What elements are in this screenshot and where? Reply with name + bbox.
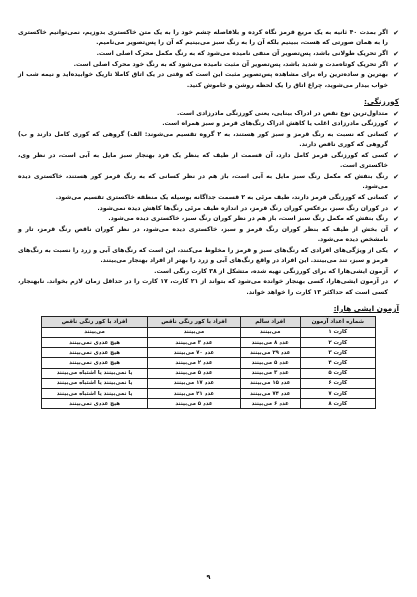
table-cell: عدد ۷۰ می‌بینند	[148, 348, 241, 358]
check-mark-icon: ✔	[393, 131, 399, 140]
check-mark-icon: ✔	[393, 71, 399, 80]
table-cell: عدد ۵ می‌بینند	[240, 358, 300, 368]
table-row	[42, 368, 376, 378]
color-blindness-list	[18, 109, 399, 298]
column-header: شماره اعداد آزمون	[300, 316, 375, 327]
table-cell: کارت ۷	[300, 389, 375, 399]
table-header-row	[42, 316, 376, 327]
table-cell: عدد ۳ می‌بینند	[148, 338, 241, 348]
table-row	[42, 378, 376, 388]
table-cell: عدد ۶ می‌بینند	[240, 399, 300, 409]
table-cell: کارت ۳	[300, 348, 375, 358]
list-item: ✔ در کوران رنگ سبز، برعکس کوران رنگ قرمز، در اندازه طیف مرئی رنگ‌ها کاهش دیده نمی‌شود.	[97, 204, 399, 213]
table-row	[42, 358, 376, 368]
list-item: ✔ کورزنگی مادرزادی اغلب یا کاهش ادراک رنگ‌های قرمز و سبز همراه است.	[162, 120, 399, 129]
intro-list	[18, 28, 399, 91]
page-number: ۹	[206, 573, 211, 581]
table-cell: عدد ۸ می‌بینند	[240, 338, 300, 348]
list-item: ✔ آزمون ایشی‌هارا که برای کورزنگی تهیه شده، متشکل از ۳۸ کارت رنگی است.	[154, 267, 399, 276]
check-mark-icon: ✔	[393, 152, 399, 161]
table-cell: عدد ۲۱ می‌بینند	[148, 389, 241, 399]
list-item: ✔ اگر تحریک کوتاه‌مدت و شدید باشد، پس‌تصویر آن مثبت نامیده می‌شود که به رنگ خود محرک اصلی است.	[73, 60, 399, 69]
check-mark-icon: ✔	[393, 60, 399, 69]
section-heading-color-blindness: کورزنگی:	[364, 96, 399, 106]
list-item: ✔ بهترین و ساده‌ترین راه برای مشاهده پس‌تصویر مثبت این است که وقتی در یک اتاق کاملا تاریک خوابیده‌اید و نیمه شب از خواب بیدار می‌شوید، چراغ اتاق را یک لحظه روشن و خاموش کنید.	[18, 71, 399, 89]
check-mark-icon: ✔	[393, 49, 399, 58]
table-cell: کارت ۴	[300, 358, 375, 368]
table-cell: عدد ۳ می‌بینند	[240, 368, 300, 378]
table-cell: عدد ۵ می‌بینند	[148, 368, 241, 378]
check-mark-icon: ✔	[393, 204, 399, 213]
table-cell: عدد ۷۴ می‌بینند	[240, 389, 300, 399]
table-row	[42, 338, 376, 348]
table-cell: عدد ۲۹ می‌بینند	[240, 348, 300, 358]
table-cell: یا نمی‌بینند یا اشتباه می‌بینند	[42, 378, 148, 388]
list-item: ✔ یکی از ویژگی‌های افرادی که رنگ‌های سبز و قرمز را مخلوط می‌کنند، این است که رنگ‌های آبی و زرد را نسبت به رنگ‌های قرمز و سبز، تند می‌بینند. این افراد در واقع رنگ‌های آبی و زرد را بهتر از افراد بهنجار می‌بینند.	[18, 246, 399, 265]
check-mark-icon: ✔	[393, 215, 399, 224]
column-header: افراد با کور رنگی ناقص	[148, 316, 241, 327]
list-item: ✔ کسی که کورزنگی قرمز کامل دارد، آن قسمت از طیف که بنظر یک فرد بهنجار سبز مایل به آبی است، در نظر وی، خاکستری است.	[18, 152, 399, 170]
list-item: ✔ رنگ بنفش که مکمل رنگ سبز است، باز هم در نظر کوران رنگ سبز، خاکستری دیده می‌شود.	[108, 215, 399, 224]
table-cell: عدد ۱۵ می‌بینند	[240, 378, 300, 388]
table-row	[42, 399, 376, 409]
table-cell: کارت ۲	[300, 338, 375, 348]
table-row	[42, 327, 376, 337]
table-row	[42, 348, 376, 358]
check-mark-icon: ✔	[393, 172, 399, 181]
column-header: افراد سالم	[240, 316, 300, 327]
list-item: ✔ اگر تحریک طولانی باشد، پس‌تصویر آن منفی نامیده می‌شود که به رنگ مکمل محرک اصلی است.	[96, 49, 399, 58]
table-cell: کارت ۶	[300, 378, 375, 388]
list-item: ✔ متداول‌ترین نوع نقص در ادراک بینایی، یعنی کورزنگی مادرزادی است.	[177, 109, 399, 118]
table-cell: یا نمی‌بینند یا اشتباه می‌بینند	[42, 389, 148, 399]
table-row	[42, 389, 376, 399]
table-cell: هیچ عددی نمی‌بینند	[42, 399, 148, 409]
check-mark-icon: ✔	[393, 267, 399, 276]
table-cell: هیچ عددی نمی‌بینند	[42, 348, 148, 358]
table-cell: می‌بینند	[42, 327, 148, 337]
list-item: ✔ اگر بمدت ۴۰ ثانیه به یک مربع قرمز نگاه کرده و بلافاصله چشم خود را به یک متن خاکستری بدوزیم، نمی‌توانیم خاکستری را به همان صورتی که هست، ببینیم بلکه آن را به رنگ سبز می‌بینیم که آن را پس‌تصویر می‌نامیم.	[18, 29, 399, 47]
table-cell: کارت ۱	[300, 327, 375, 337]
table-cell: عدد ۱۷ می‌بینند	[148, 378, 241, 388]
table-cell: هیچ عددی نمی‌بینند	[42, 358, 148, 368]
table-cell: عدد ۲ می‌بینند	[148, 358, 241, 368]
check-mark-icon: ✔	[393, 29, 399, 37]
table-cell: کارت ۸	[300, 399, 375, 409]
check-mark-icon: ✔	[393, 120, 399, 129]
table-cell: می‌بینند	[240, 327, 300, 337]
list-item: ✔ کسانی که نسبت به رنگ قرمز و سبز کور هستند، به ۲ گروه تقسیم می‌شوند: الف) گروهی که کوری کامل دارند و ب) گروهی که کوری ناقص دارند.	[18, 131, 399, 149]
list-item: ✔ در آزمون ایشی‌هارا، کسی بهنجار خوانده می‌شود که بتواند از ۲۱ کارت، ۱۷ کارت را در حداقل زمان لازم بخواند. نابهنجار، کسی است که حداکثر ۱۳ کارت را خواهد خواند.	[18, 278, 399, 296]
check-mark-icon: ✔	[393, 278, 399, 287]
table-cell: کارت ۵	[300, 368, 375, 378]
list-item: ✔ آن بخش از طیف که بنظر کوران رنگ قرمز و سبز، خاکستری دیده می‌شود، در نظر کوران ناقص رنگ قرمز، تار و نامشخص دیده می‌شود.	[18, 225, 399, 244]
table-cell: هیچ عددی نمی‌بینند	[42, 338, 148, 348]
table-cell: یا نمی‌بینند یا اشتباه می‌بینند	[42, 368, 148, 378]
ishihara-table	[41, 316, 376, 410]
table-cell: عدد ۵ می‌بینند	[148, 399, 241, 409]
list-item: ✔ کسانی که کورزنگی قرمز دارند، طیف مرئی به ۲ قسمت جداگانه بوسیله یک منطقه خاکستری تقسیم می‌شود.	[55, 193, 399, 202]
check-mark-icon: ✔	[393, 225, 399, 234]
check-mark-icon: ✔	[393, 193, 399, 202]
table-cell: می‌بینند	[148, 327, 241, 337]
check-mark-icon: ✔	[393, 109, 399, 118]
list-item: ✔ رنگ بنفش که مکمل رنگ سبز مایل به آبی است، باز هم در نظر کسانی که به رنگ قرمز کور هستند، خاکستری دیده می‌شود.	[18, 172, 399, 191]
check-mark-icon: ✔	[393, 246, 399, 255]
column-header: افراد با کور رنگی ناقص	[42, 316, 148, 327]
section-heading-ishihara: آزمون ایشی هارا:	[333, 303, 399, 313]
